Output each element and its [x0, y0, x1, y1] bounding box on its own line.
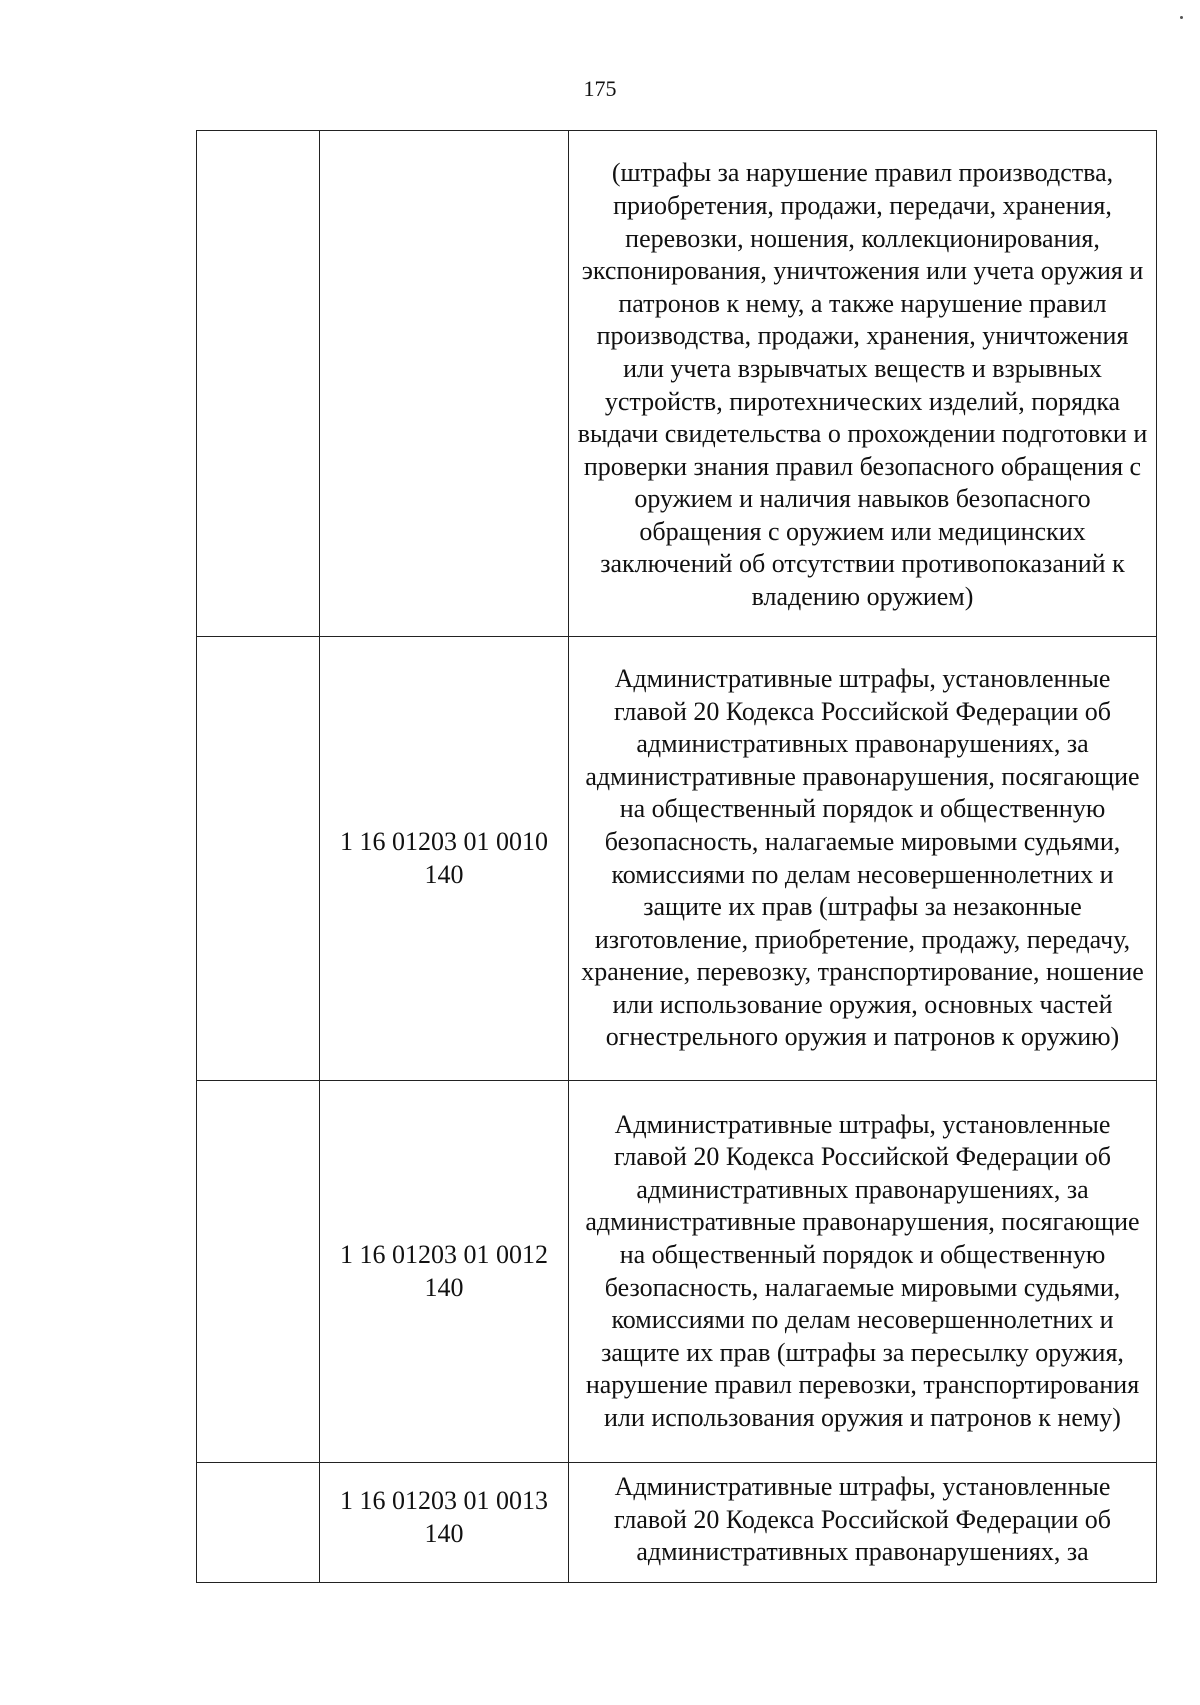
description-text: Административные штрафы, установленные главой 20 Кодекса Российской Федерации об административных правонарушениях, за административные правонарушения, посягающие на общественный порядок и общественную безопасность, налагаемые мировыми судьями, комиссиями по делам несовершеннолетних и защите их прав (штрафы за пересылку оружия, нарушение правил перевозки, транспортирования или использования оружия и патронов к нему)	[585, 1109, 1140, 1432]
table-row	[197, 637, 1157, 1081]
description-text: Административные штрафы, установленные главой 20 Кодекса Российской Федерации об административных правонарушениях, за административные правонарушения, посягающие на общественный порядок и общественную безопасность, налагаемые мировыми судьями, комиссиями по делам несовершеннолетних и защите их прав (штрафы за незаконные изготовление, приобретение, продажу, передачу, хранение, перевозку, транспортирование, ношение или использование оружия, основных частей огнестрельного оружия и патронов к оружию)	[581, 663, 1144, 1052]
table-cell-description	[569, 637, 1157, 1081]
table-cell-description	[569, 1463, 1157, 1583]
page-number: 175	[583, 76, 617, 101]
table-cell-empty	[197, 131, 320, 637]
table-cell-description	[569, 1081, 1157, 1463]
table-cell-code	[320, 637, 569, 1081]
description-text: Административные штрафы, установленные главой 20 Кодекса Российской Федерации об административных правонарушениях, за	[614, 1472, 1111, 1567]
table-cell-empty	[197, 1081, 320, 1463]
table-cell-description	[569, 131, 1157, 637]
scan-artifact-dot	[1180, 16, 1183, 19]
budget-code: 1 16 01203 01 0012 140	[340, 1239, 548, 1302]
table-cell-code	[320, 1463, 569, 1583]
table-row	[197, 1081, 1157, 1463]
budget-code: 1 16 01203 01 0010 140	[340, 826, 548, 889]
budget-codes-table	[196, 130, 1157, 1583]
table-row	[197, 1463, 1157, 1583]
budget-code: 1 16 01203 01 0013 140	[340, 1486, 548, 1548]
table-cell-code	[320, 1081, 569, 1463]
table-cell-empty	[197, 1463, 320, 1583]
table-row	[197, 131, 1157, 637]
description-text: (штрафы за нарушение правил производства, приобретения, продажи, передачи, хранения, перевозки, ношения, коллекционирования, экспонирования, уничтожения или учета оружия и патронов к нему, а также нарушение правил производства, продажи, хранения, уничтожения или учета взрывчатых веществ и взрывных устройств, пиротехнических изделий, порядка выдачи свидетельства о прохождении подготовки и проверки знания правил безопасного обращения с оружием и наличия навыков безопасного обращения с оружием или медицинских заключений об отсутствии противопоказаний к владению оружием)	[577, 158, 1148, 612]
table-cell-code	[320, 131, 569, 637]
table-cell-empty	[197, 637, 320, 1081]
